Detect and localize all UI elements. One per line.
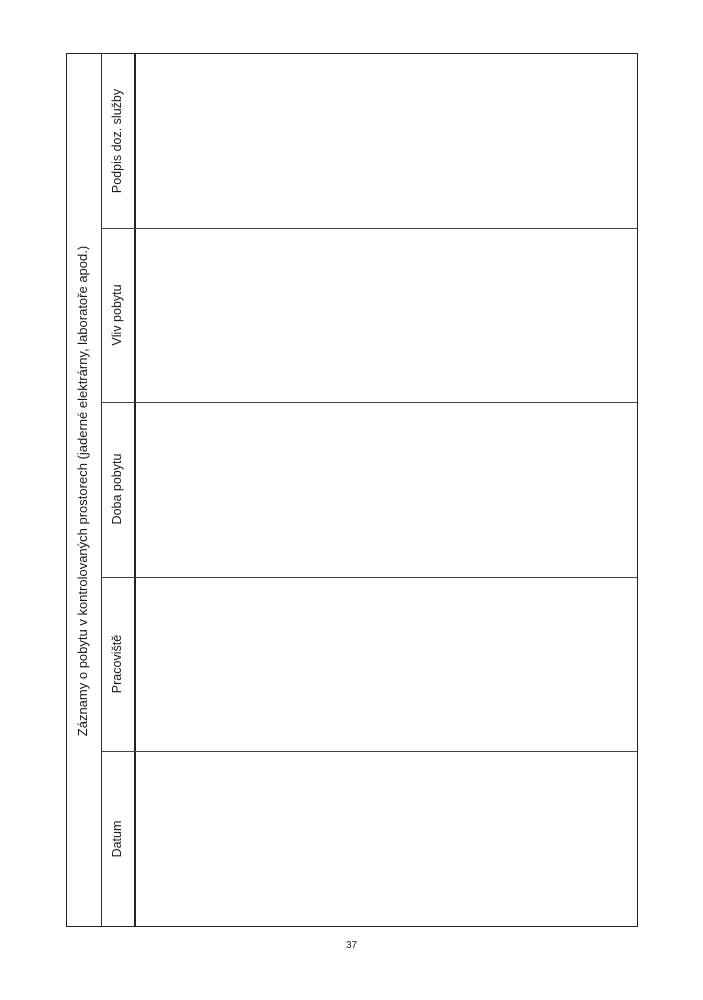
header-divider bbox=[134, 54, 136, 926]
column-divider bbox=[101, 577, 637, 578]
column-divider bbox=[101, 402, 637, 403]
table-title: Záznamy o pobytu v kontrolovaných prostorech (jaderné elektrárny, laboratoře apod.) bbox=[75, 245, 90, 737]
column-header-podpis: Podpis doz. služby bbox=[110, 88, 124, 194]
column-header-pracoviste: Pracoviště bbox=[110, 634, 124, 694]
column-header-vliv-pobytu: Vliv pobytu bbox=[110, 284, 124, 346]
column-header-doba-pobytu: Doba pobytu bbox=[110, 453, 124, 525]
page-number: 37 bbox=[345, 940, 358, 951]
column-divider bbox=[101, 751, 637, 752]
records-table bbox=[66, 53, 638, 927]
title-divider bbox=[101, 54, 102, 926]
column-header-datum: Datum bbox=[110, 820, 124, 858]
column-divider bbox=[101, 228, 637, 229]
